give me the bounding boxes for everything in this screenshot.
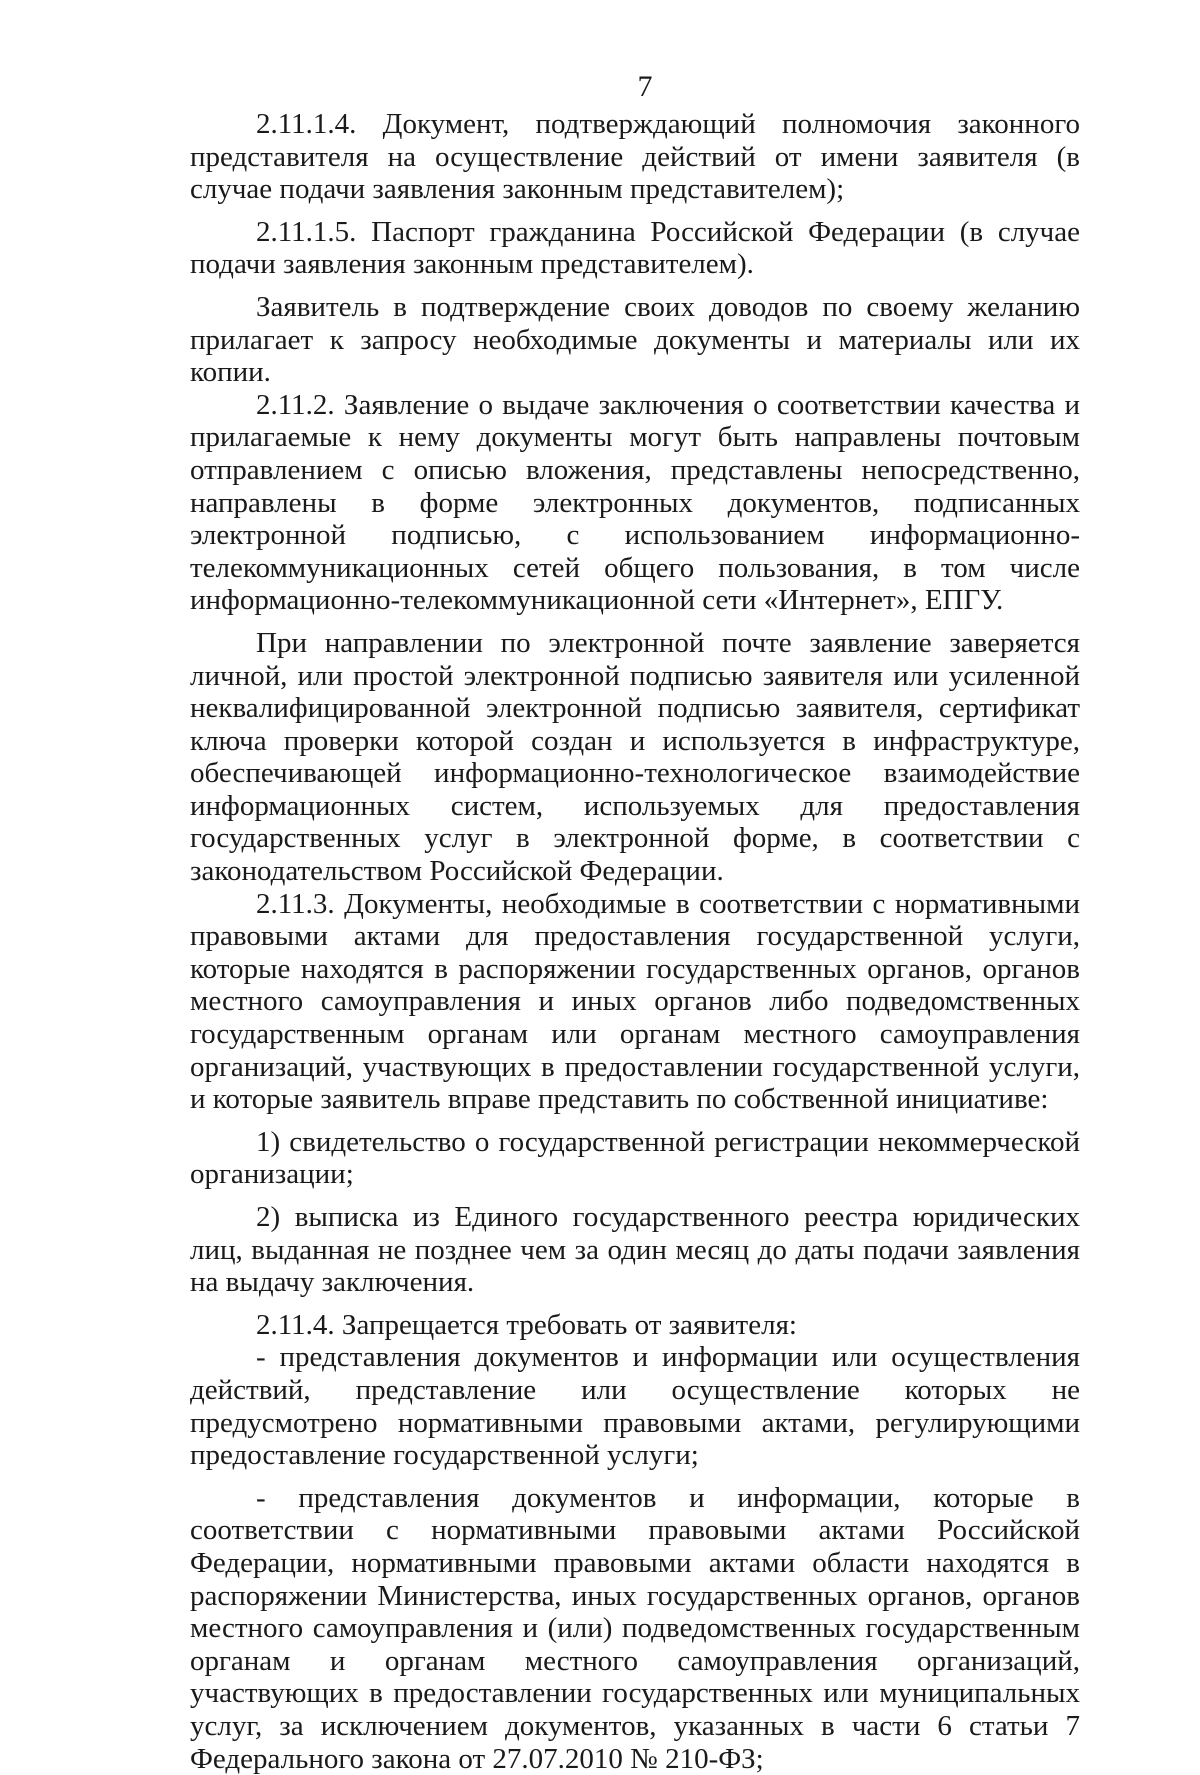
paragraph-email-signature: При направлении по электронной почте заявление заверяется личной, или простой электронной подписью заявителя или усиленной неквалифицированной электронной подписью заявителя, сертификат ключа проверки которой создан и используется в инфраструктуре, обеспечивающей информационно-технологическое взаимодействие информационных систем, используемых для предоставления государственных услуг в электронной форме, в соответствии с законодательством Российской Федерации. xyxy=(190,626,1080,888)
dash-item-2: - представления документов и информации, которые в соответствии с нормативными правовыми актами Российской Федерации, нормативными правовыми актами области находятся в распоряжении Министерства, иных государственных органов, органов местного самоуправления и (или) подведомственных государственным органам и органам местного самоуправления организаций, участвующих в предоставлении государственных или муниципальных услуг, за исключением документов, указанных в части 6 статьи 7 Федерального закона от 27.07.2010 № 210-ФЗ; xyxy=(190,1481,1080,1775)
paragraph-applicant-evidence: Заявитель в подтверждение своих доводов по своему желанию прилагает к запросу необходимые документы и материалы или их копии. xyxy=(190,290,1080,389)
paragraph-2-11-1-5: 2.11.1.5. Паспорт гражданина Российской Федерации (в случае подачи заявления законным представителем). xyxy=(190,215,1080,281)
list-item-1: 1) свидетельство о государственной регистрации некоммерческой организации; xyxy=(190,1125,1080,1191)
paragraph-2-11-1-4: 2.11.1.4. Документ, подтверждающий полномочия законного представителя на осуществление действий от имени заявителя (в случае подачи заявления законным представителем); xyxy=(190,108,1080,206)
paragraph-2-11-4: 2.11.4. Запрещается требовать от заявителя: xyxy=(256,1308,797,1341)
list-item-2: 2) выписка из Единого государственного реестра юридических лиц, выданная не позднее чем за один месяц до даты подачи заявления на выдачу заключения. xyxy=(190,1201,1080,1299)
paragraph-2-11-3: 2.11.3. Документы, необходимые в соответствии с нормативными правовыми актами для предоставления государственной услуги, которые находятся в распоряжении государственных органов, органов местного самоуправления и иных органов либо подведомственных государственным органам или органам местного самоуправления организаций, участвующих в предоставлении государственной услуги, и которые заявитель вправе представить по собственной инициативе: xyxy=(190,887,1080,1116)
page-number: 7 xyxy=(637,70,653,103)
paragraph-2-11-2: 2.11.2. Заявление о выдаче заключения о соответствии качества и прилагаемые к нему документы могут быть направлены почтовым отправлением с описью вложения, представлены непосредственно, направлены в форме электронных документов, подписанных электронной подписью, с использованием информационно-телекоммуникационных сетей общего пользования, в том числе информационно-телекоммуникационной сети «Интернет», ЕПГУ. xyxy=(190,388,1080,617)
document-body xyxy=(190,108,1080,1775)
dash-item-1: - представления документов и информации или осуществления действий, представление или осуществление которых не предусмотрено нормативными правовыми актами, регулирующими предоставление государственной услуги; xyxy=(190,1341,1080,1472)
